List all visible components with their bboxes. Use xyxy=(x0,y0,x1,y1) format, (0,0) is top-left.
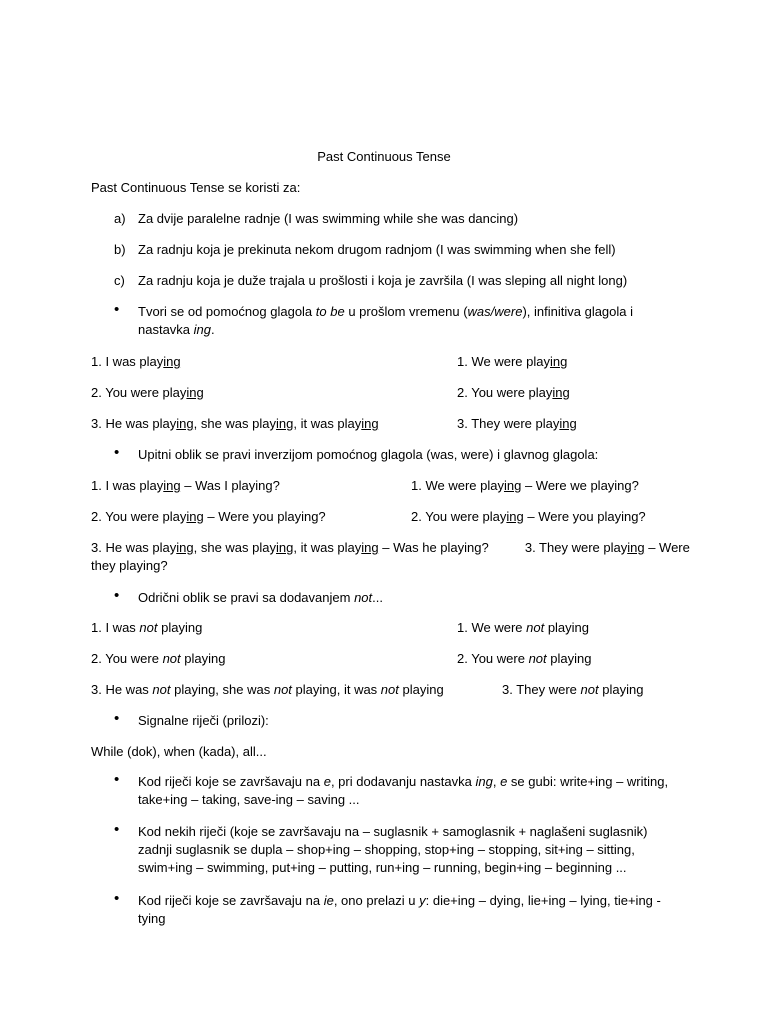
spelling-rule-ie: Kod riječi koje se završavaju na ie, ono prelazi u y: die+ing – dying, lie+ing – lying, tie+ing - tying xyxy=(138,893,661,926)
affirmative-right-1: 1. We were playing xyxy=(457,354,568,369)
negative-rule: Odrični oblik se pravi sa dodavanjem not... xyxy=(138,590,383,605)
negative-right-3: 3. They were not playing xyxy=(502,682,644,697)
question-row-3-continuation: they playing? xyxy=(91,558,168,573)
bullet-icon: • xyxy=(114,890,120,907)
spelling-rule-e: Kod riječi koje se završavaju na e, pri dodavanju nastavka ing, e se gubi: write+ing – writing, take+ing – taking, save-ing – saving ... xyxy=(138,774,669,807)
formation-rule: Tvori se od pomoćnog glagola to be u prošlom vremenu (was/were), infinitiva glagola i nastavka ing. xyxy=(138,304,634,337)
negative-left-2: 2. You were not playing xyxy=(91,651,226,666)
bullet-icon: • xyxy=(114,301,120,318)
use-item-c: Za radnju koja je duže trajala u prošlosti i koja je završila (I was sleping all night long) xyxy=(138,273,628,288)
affirmative-left-2: 2. You were playing xyxy=(91,385,204,400)
list-marker-b: b) xyxy=(114,242,126,257)
negative-right-2: 2. You were not playing xyxy=(457,651,592,666)
negative-left-1: 1. I was not playing xyxy=(91,620,203,635)
signal-rule: Signalne riječi (prilozi): xyxy=(138,713,269,728)
affirmative-left-3: 3. He was playing, she was playing, it was playing xyxy=(91,416,379,431)
bullet-icon: • xyxy=(114,710,120,727)
bullet-icon: • xyxy=(114,444,120,461)
question-rule: Upitni oblik se pravi inverzijom pomoćnog glagola (was, were) i glavnog glagola: xyxy=(138,447,599,462)
affirmative-right-3: 3. They were playing xyxy=(457,416,577,431)
bullet-icon: • xyxy=(114,771,120,788)
page-title: Past Continuous Tense xyxy=(317,149,451,164)
negative-right-1: 1. We were not playing xyxy=(457,620,590,635)
signal-words: While (dok), when (kada), all... xyxy=(91,744,267,759)
list-marker-a: a) xyxy=(114,211,126,226)
negative-left-3: 3. He was not playing, she was not playing, it was not playing xyxy=(91,682,444,697)
question-row-3: 3. He was playing, she was playing, it was playing – Was he playing? 3. They were playing – Were xyxy=(91,540,690,555)
list-marker-c: c) xyxy=(114,273,125,288)
intro-text: Past Continuous Tense se koristi za: xyxy=(91,180,301,195)
question-left-2: 2. You were playing – Were you playing? xyxy=(91,509,326,524)
use-item-a: Za dvije paralelne radnje (I was swimming while she was dancing) xyxy=(138,211,519,226)
question-right-1: 1. We were playing – Were we playing? xyxy=(411,478,639,493)
spelling-rule-double: Kod nekih riječi (koje se završavaju na – suglasnik + samoglasnik + naglašeni suglasnik) zadnji suglasnik se dupla – shop+ing – shopping, stop+ing – stopping, sit+ing – sitting, swim+ing – swimming, put+ing – putting, run+ing – running, begin+ing – beginning ... xyxy=(138,824,648,875)
question-right-2: 2. You were playing – Were you playing? xyxy=(411,509,646,524)
affirmative-left-1: 1. I was playing xyxy=(91,354,181,369)
affirmative-right-2: 2. You were playing xyxy=(457,385,570,400)
use-item-b: Za radnju koja je prekinuta nekom drugom radnjom (I was swimming when she fell) xyxy=(138,242,616,257)
bullet-icon: • xyxy=(114,587,120,604)
bullet-icon: • xyxy=(114,821,120,838)
question-left-1: 1. I was playing – Was I playing? xyxy=(91,478,280,493)
